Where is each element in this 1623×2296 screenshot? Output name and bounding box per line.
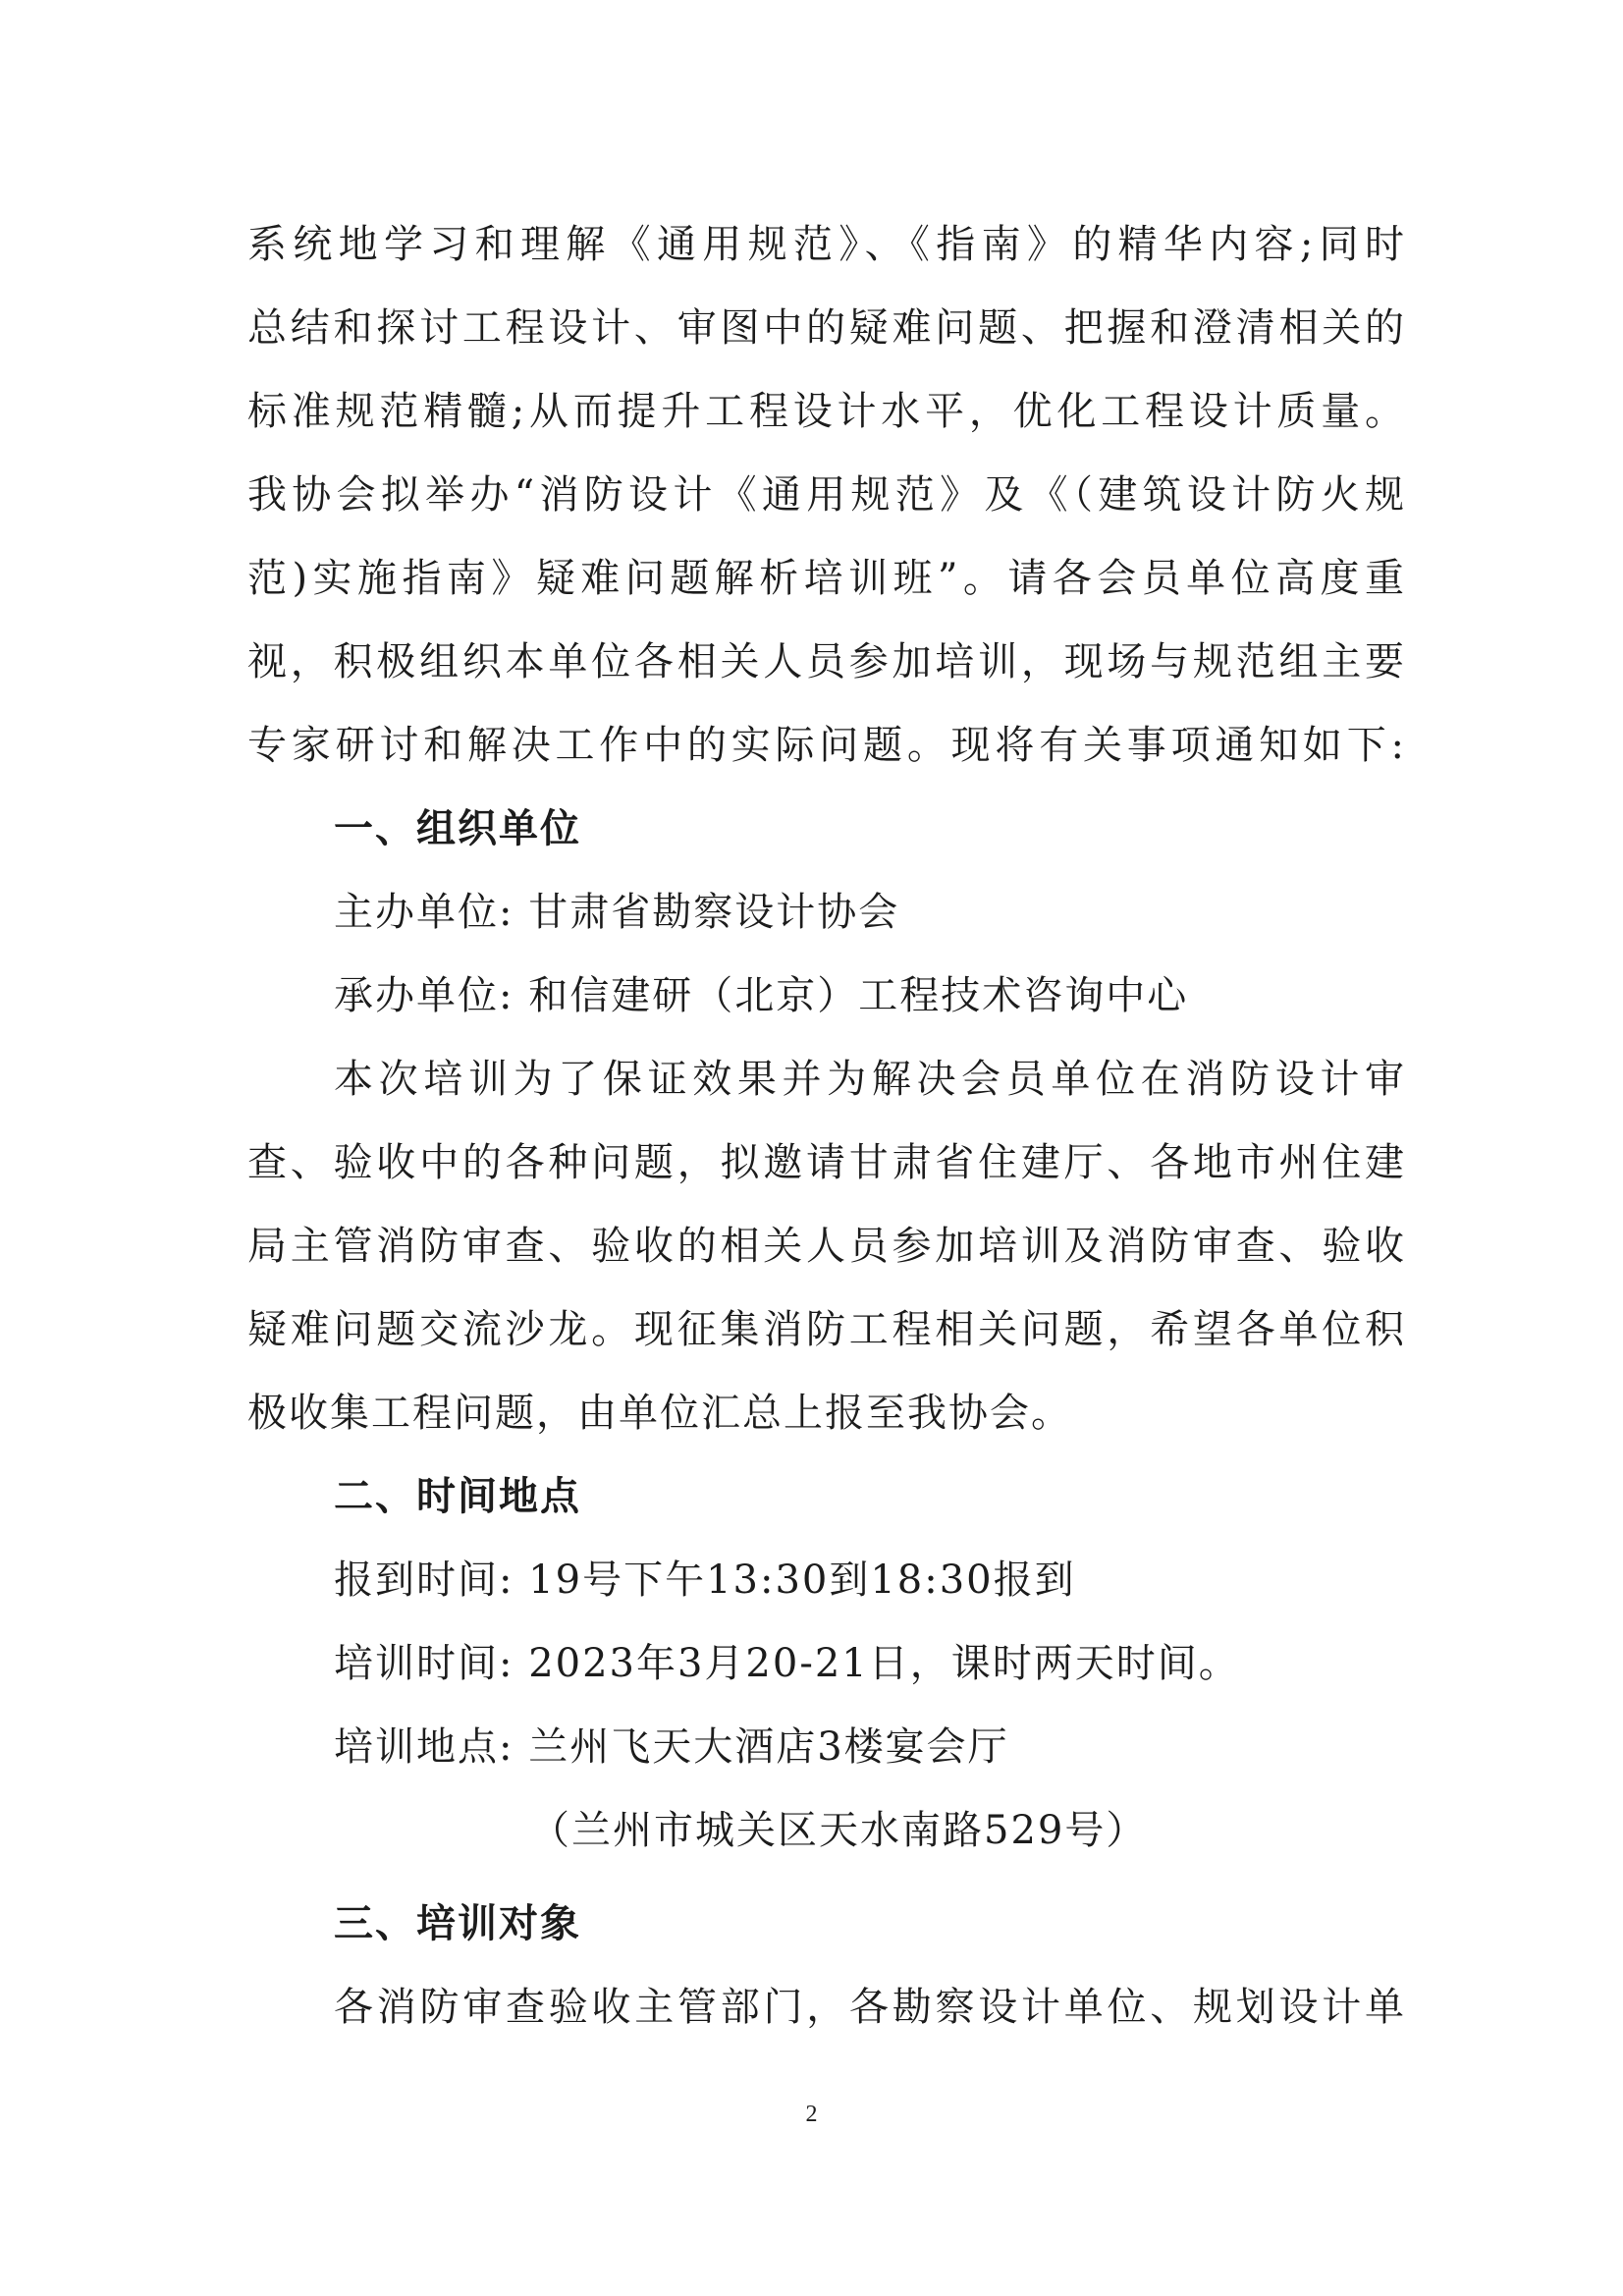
training-place-line: 培训地点: 兰州飞天大酒店3楼宴会厅 xyxy=(334,1724,1009,1770)
body-line-2: 总结和探讨工程设计、审图中的疑难问题、把握和澄清相关的 xyxy=(247,305,1406,351)
training-paragraph-line-3: 局主管消防审查、验收的相关人员参加培训及消防审查、验收 xyxy=(247,1224,1406,1269)
body-line-1: 系统地学习和理解《通用规范》、《指南》的精华内容;同时 xyxy=(247,222,1406,267)
training-paragraph-line-2: 查、验收中的各种问题，拟邀请甘肃省住建厅、各地市州住建 xyxy=(247,1140,1406,1185)
body-line-7: 专家研讨和解决工作中的实际问题。现将有关事项通知如下: xyxy=(247,723,1406,768)
body-line-6: 视，积极组织本单位各相关人员参加培训，现场与规范组主要 xyxy=(247,639,1406,684)
training-time-line: 培训时间: 2023年3月20-21日，课时两天时间。 xyxy=(334,1641,1240,1686)
training-paragraph-line-1: 本次培训为了保证效果并为解决会员单位在消防设计审 xyxy=(334,1057,1406,1102)
training-target-line-1: 各消防审查验收主管部门，各勘察设计单位、规划设计单 xyxy=(334,1985,1406,2030)
training-paragraph-line-5: 极收集工程问题，由单位汇总上报至我协会。 xyxy=(247,1391,1072,1436)
body-line-5: 范)实施指南》疑难问题解析培训班”。请各会员单位高度重 xyxy=(247,556,1406,601)
body-line-4: 我协会拟举办“消防设计《通用规范》及《（建筑设计防火规 xyxy=(247,472,1406,518)
body-line-3: 标准规范精髓;从而提升工程设计水平，优化工程设计质量。 xyxy=(247,389,1406,434)
host-unit-line: 主办单位: 甘肃省勘察设计协会 xyxy=(334,890,900,935)
training-paragraph-line-4: 疑难问题交流沙龙。现征集消防工程相关问题，希望各单位积 xyxy=(247,1307,1406,1352)
organizer-unit-line: 承办单位: 和信建研（北京）工程技术咨询中心 xyxy=(334,973,1189,1018)
page-number: 2 xyxy=(805,2102,818,2127)
section-heading-time-place: 二、时间地点 xyxy=(334,1474,581,1519)
section-heading-training-target: 三、培训对象 xyxy=(334,1901,581,1946)
report-time-line: 报到时间: 19号下午13:30到18:30报到 xyxy=(334,1558,1076,1603)
section-heading-organizing-units: 一、组织单位 xyxy=(334,806,581,851)
training-address-line: （兰州市城关区天水南路529号） xyxy=(530,1808,1148,1853)
